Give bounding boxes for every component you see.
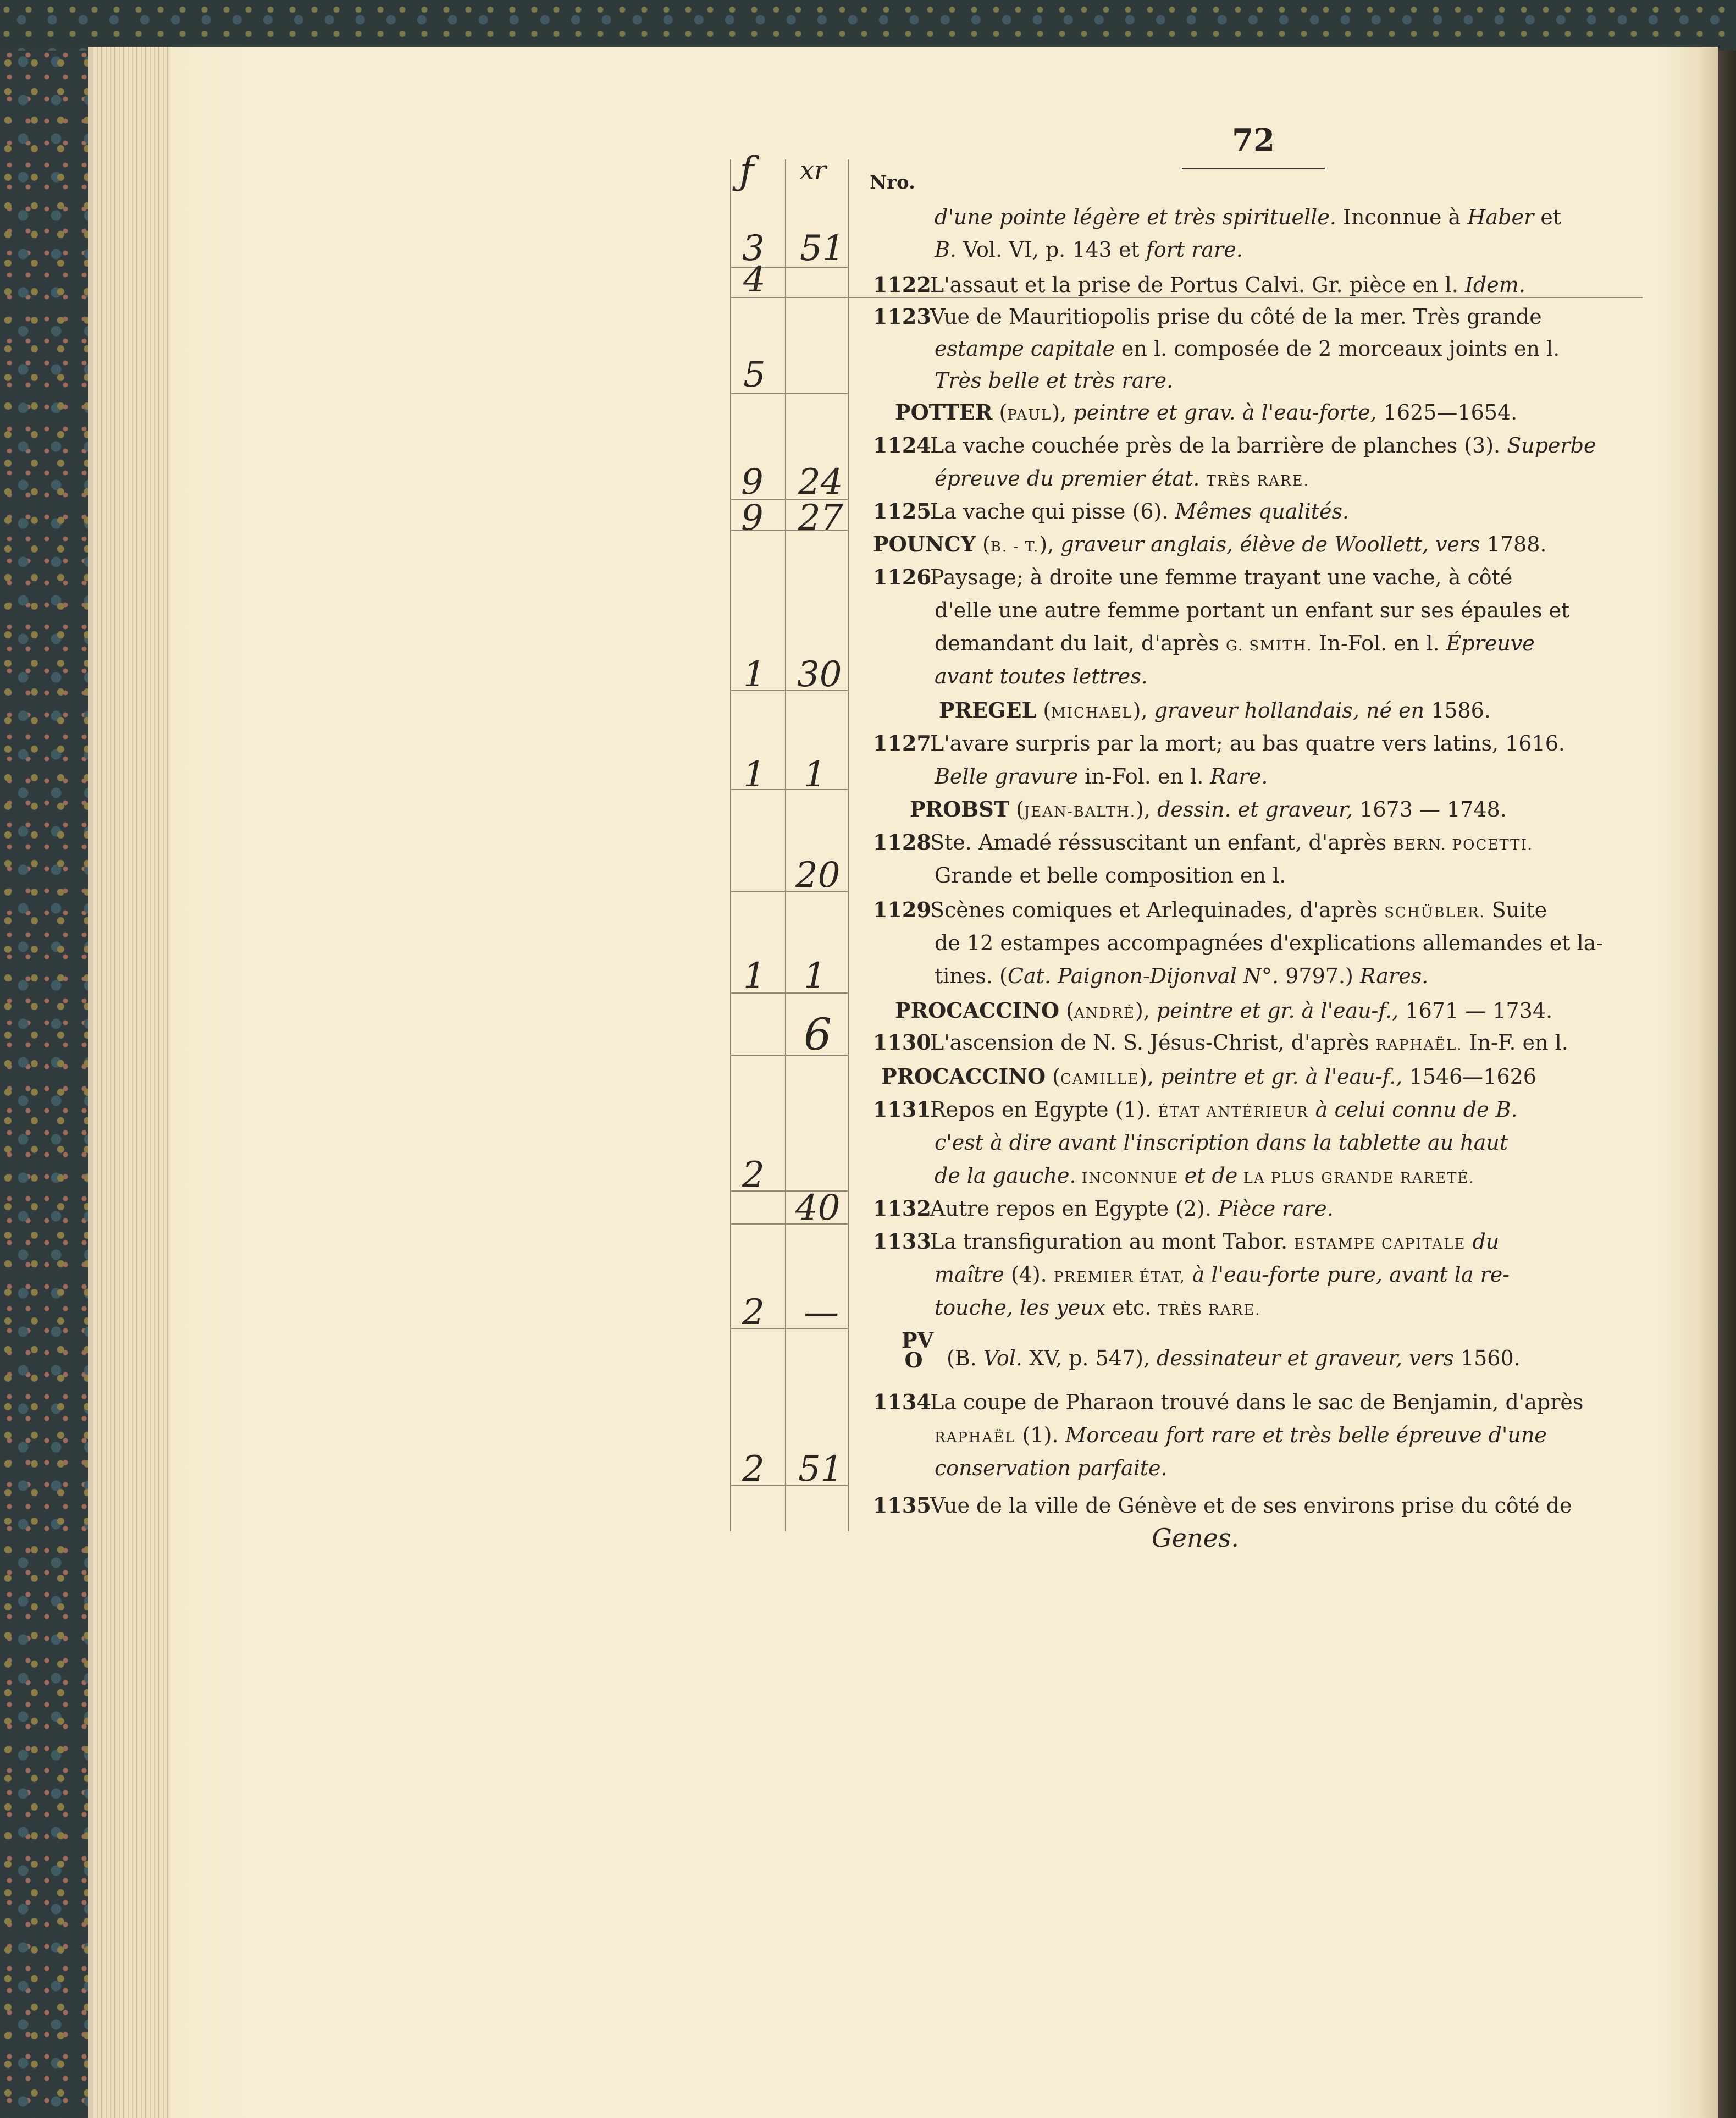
mark-x: —	[804, 1292, 839, 1333]
entry-line: de la gauche. INCONNUE et de LA PLUS GRANDE RARETÉ.	[935, 1163, 1475, 1188]
entry-line: avant toutes lettres.	[935, 664, 1148, 688]
mark-f: 5	[743, 355, 766, 395]
page-number: 72	[1232, 122, 1275, 158]
entry-line: de 12 estampes accompagnées d'explications allemandes et la-	[935, 931, 1604, 955]
mark-x: 1	[804, 754, 826, 795]
entry-line: B. Vol. VI, p. 143 et fort rare.	[935, 238, 1243, 262]
entry-line: Très belle et très rare.	[935, 368, 1174, 393]
mark-x: 27	[798, 498, 843, 538]
entry-1133: 1133La transfiguration au mont Tabor. ESTAMPE CAPITALE du	[873, 1229, 1500, 1254]
mark-x: 20	[795, 855, 841, 896]
entry-line: conservation parfaite.	[935, 1456, 1168, 1480]
artist-heading-pouncy: POUNCY (B. - T.), graveur anglais, élève de Woollett, vers 1788.	[873, 532, 1547, 556]
entry-1123: 1123Vue de Mauritiopolis prise du côté de la mer. Très grande	[873, 304, 1542, 329]
artist-heading-procaccino-camille: PROCACCINO (CAMILLE), peintre et gr. à l'eau-f., 1546—1626	[881, 1064, 1536, 1089]
mark-x: 30	[797, 654, 842, 695]
column-head-nro: Nro.	[870, 172, 915, 194]
mark-x: 40	[795, 1188, 841, 1228]
mark-f: 1	[743, 754, 766, 795]
column-head-xr: xr	[800, 155, 826, 185]
entry-1135: 1135Vue de la ville de Génève et de ses environs prise du côté de	[873, 1493, 1572, 1518]
mark-x: 1	[804, 956, 826, 996]
mark-f: 3	[742, 228, 765, 269]
monogram-pv: PV O	[902, 1328, 934, 1372]
mark-x: 6	[804, 1009, 832, 1060]
entry-line: Belle gravure in-Fol. en l. Rare.	[935, 764, 1268, 788]
mark-x: 51	[800, 228, 845, 269]
entry-1128: 1128Ste. Amadé réssuscitant un enfant, d'après BERN. POCETTI.	[873, 830, 1534, 854]
entry-1125: 1125La vache qui pisse (6). Mêmes qualités.	[873, 499, 1350, 523]
entry-line: RAPHAËL (1). Morceau fort rare et très belle épreuve d'une	[935, 1423, 1547, 1447]
ledger-line-mid	[785, 159, 786, 1531]
entry-line: d'elle une autre femme portant un enfant sur ses épaules et	[935, 598, 1570, 622]
artist-heading-pv: (B. Vol. XV, p. 547), dessinateur et graveur, vers 1560.	[947, 1346, 1521, 1370]
mark-x: 51	[798, 1449, 843, 1490]
ledger-line-left	[730, 159, 731, 1531]
mark-x: 24	[798, 462, 843, 503]
artist-heading-procaccino-andre: PROCACCINO (ANDRÉ), peintre et gr. à l'eau-f., 1671 — 1734.	[895, 998, 1553, 1023]
mark-f: 4	[743, 260, 766, 300]
mark-f: 9	[741, 462, 764, 503]
ledger-line-right	[848, 159, 849, 1531]
page-number-rule	[1182, 168, 1325, 169]
entry-1122: 1122L'assaut et la prise de Portus Calvi. Gr. pièce en l. Idem.	[873, 272, 1525, 297]
mark-f: 1	[743, 654, 766, 695]
entry-line: c'est à dire avant l'inscription dans la tablette au haut	[935, 1130, 1508, 1155]
artist-heading-pregel: PREGEL (MICHAEL), graveur hollandais, né en 1586.	[939, 698, 1491, 722]
entry-line: tines. (Cat. Paignon-Dijonval N°. 9797.) Rares.	[935, 964, 1429, 988]
mark-f: 2	[742, 1449, 765, 1490]
artist-heading-probst: PROBST (JEAN-BALTH.), dessin. et graveur, 1673 — 1748.	[910, 797, 1507, 821]
entry-1129: 1129Scènes comiques et Arlequinades, d'après SCHÜBLER. Suite	[873, 897, 1547, 922]
entry-1134: 1134La coupe de Pharaon trouvé dans le sac de Benjamin, d'après	[873, 1389, 1584, 1414]
handwritten-note: Genes.	[1152, 1523, 1240, 1553]
entry-line: estampe capitale en l. composée de 2 morceaux joints en l.	[935, 337, 1560, 361]
entry-line: maître (4). PREMIER ÉTAT, à l'eau-forte pure, avant la re-	[935, 1262, 1510, 1287]
entry-line: Grande et belle composition en l.	[935, 863, 1286, 887]
entry-line: demandant du lait, d'après G. SMITH. In-Fol. en l. Épreuve	[935, 631, 1535, 655]
artist-heading-potter: POTTER (PAUL), peintre et grav. à l'eau-forte, 1625—1654.	[895, 400, 1518, 424]
mark-f: 1	[743, 956, 766, 996]
mark-f: 9	[741, 498, 764, 538]
entry-1126: 1126Paysage; à droite une femme trayant une vache, à côté	[873, 565, 1513, 589]
mark-f: 2	[742, 1292, 765, 1333]
entry-1124: 1124La vache couchée près de la barrière de planches (3). Superbe	[873, 433, 1596, 457]
mark-f: 2	[742, 1155, 765, 1195]
entry-1127: 1127L'avare surpris par la mort; au bas quatre vers latins, 1616.	[873, 731, 1565, 755]
entry-line: touche, les yeux etc. TRÈS RARE.	[935, 1295, 1261, 1320]
entry-1130: 1130L'ascension de N. S. Jésus-Christ, d'après RAPHAËL. In-F. en l.	[873, 1030, 1568, 1055]
entry-1131: 1131Repos en Egypte (1). ÉTAT ANTÉRIEUR à celui connu de B.	[873, 1097, 1518, 1122]
entry-line: épreuve du premier état. TRÈS RARE.	[935, 466, 1309, 490]
entry-line: d'une pointe légère et très spirituelle. Inconnue à Haber et	[935, 205, 1561, 229]
column-head-f: ƒ	[739, 148, 754, 194]
entry-1132: 1132Autre repos en Egypte (2). Pièce rare.	[873, 1196, 1334, 1221]
